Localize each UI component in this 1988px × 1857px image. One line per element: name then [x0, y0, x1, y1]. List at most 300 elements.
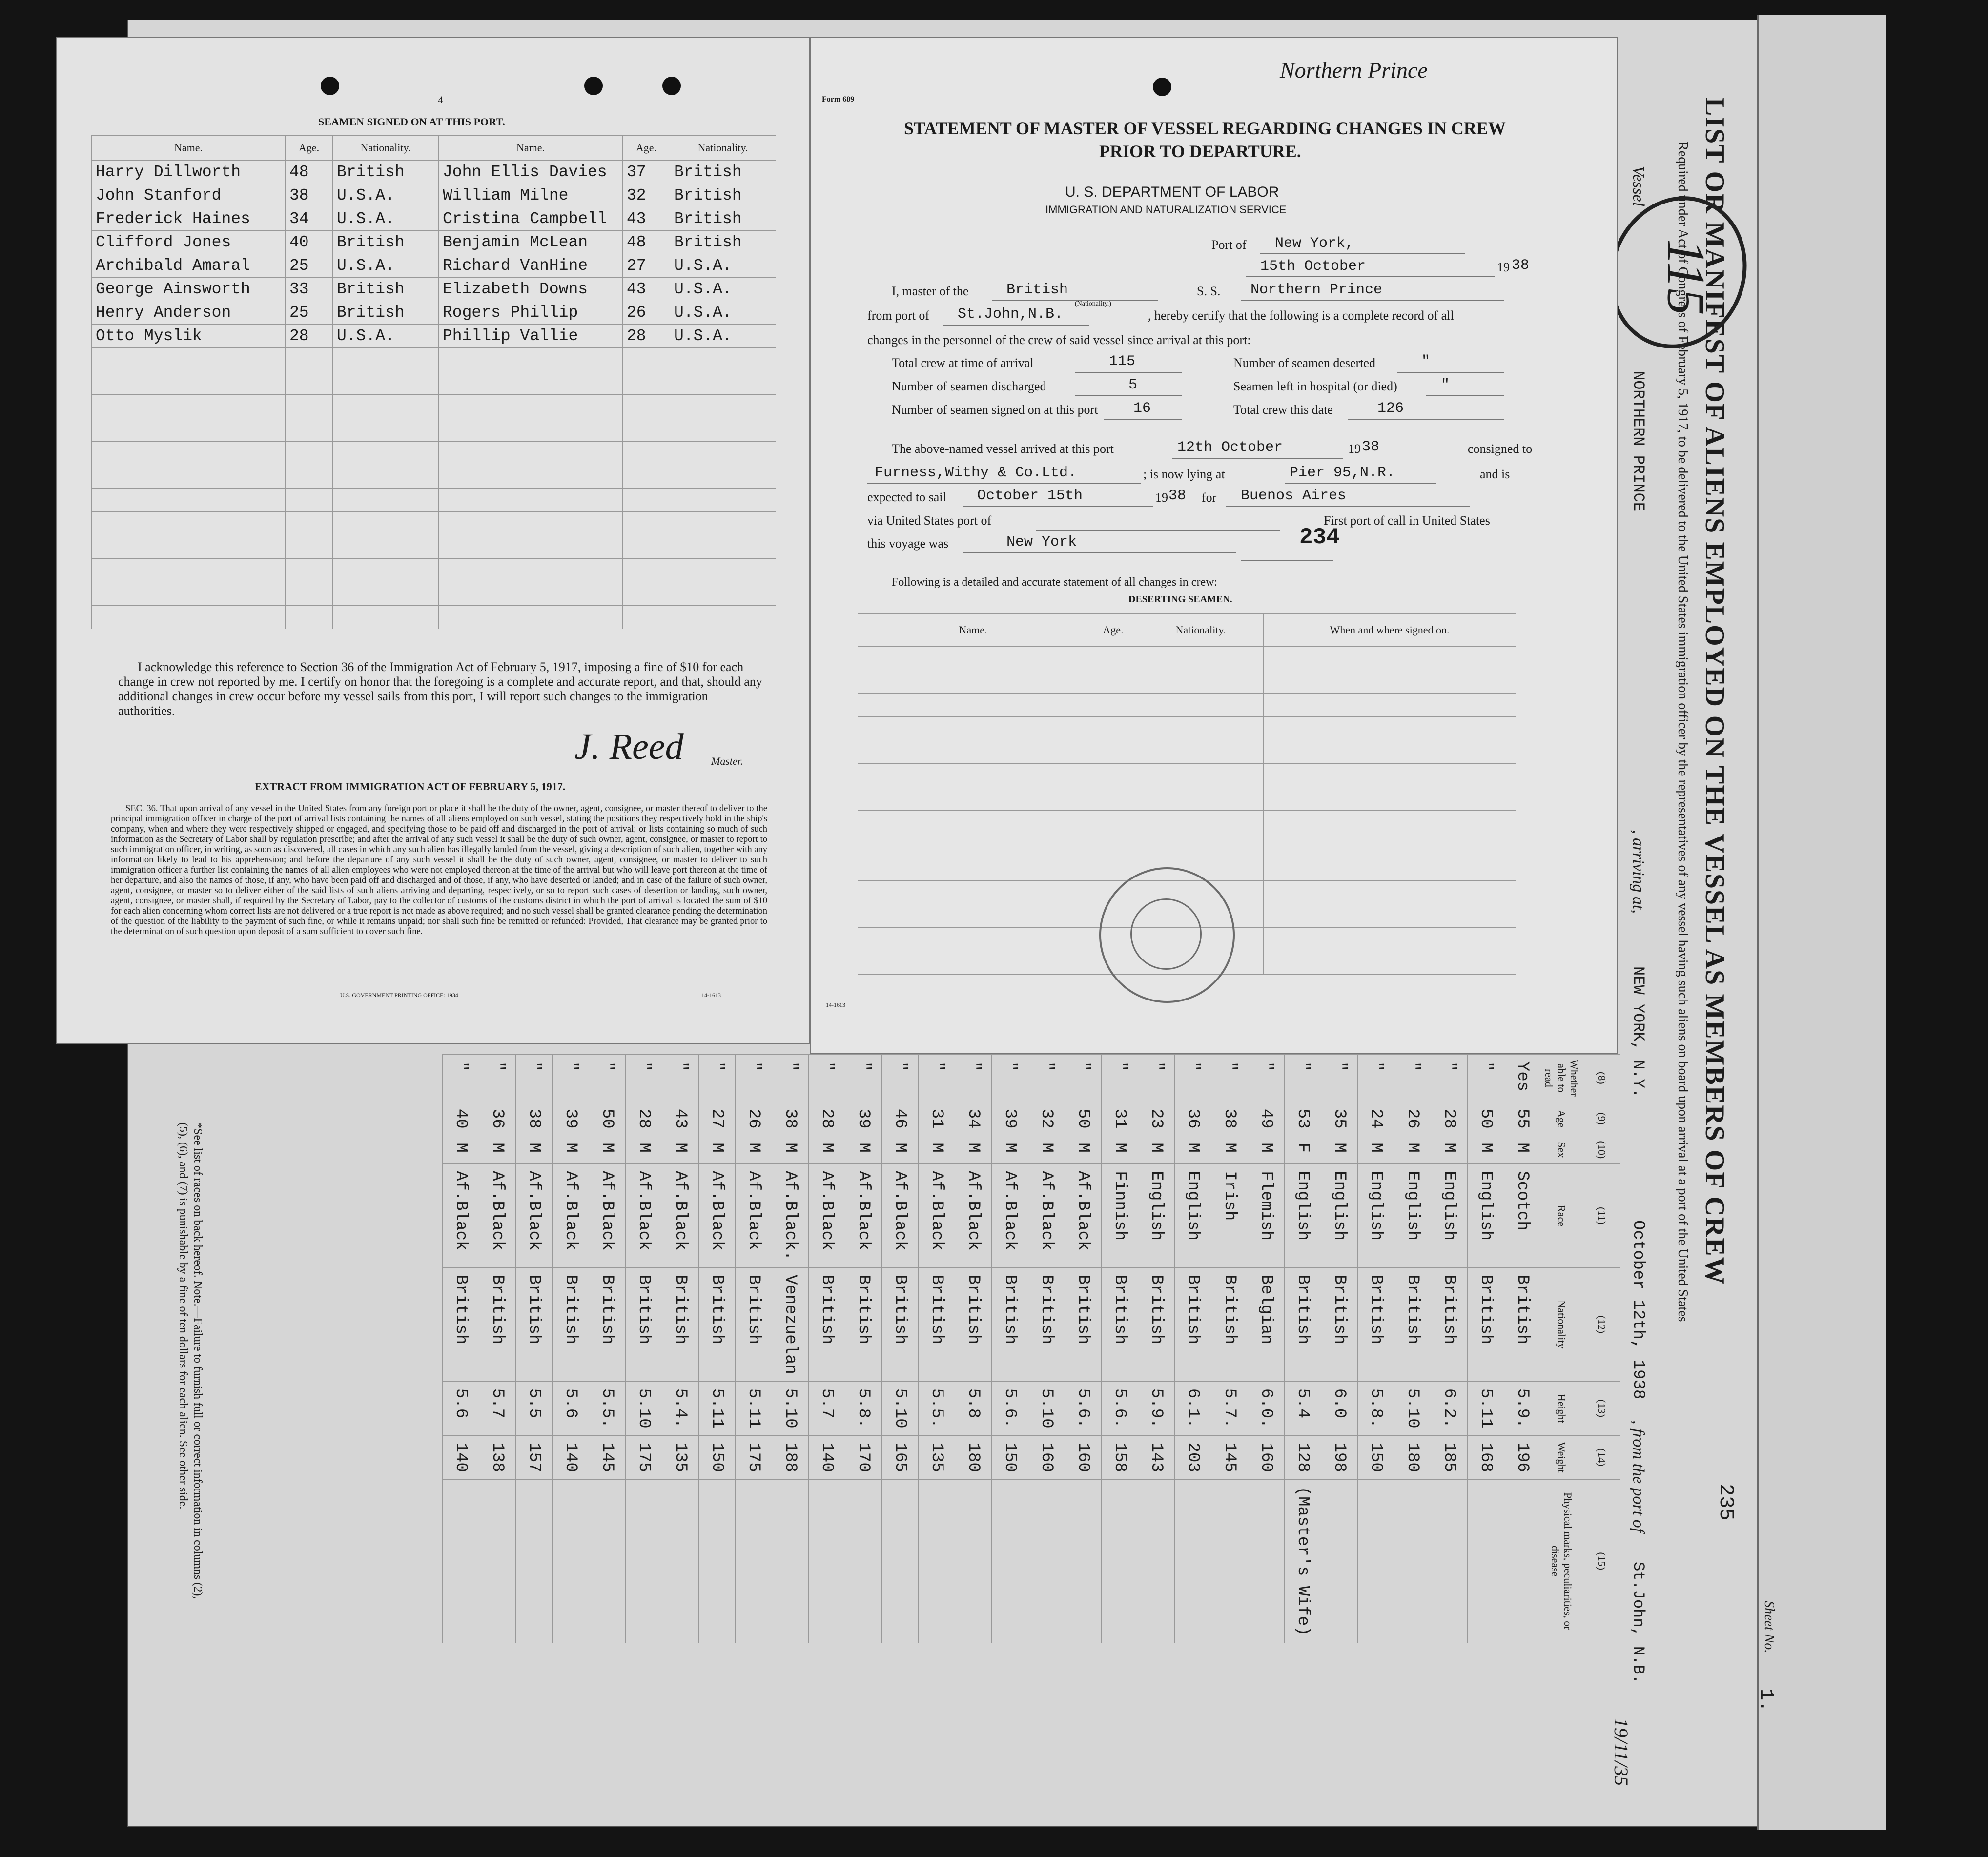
alien-nationality: British — [1468, 1267, 1504, 1381]
alien-read-flag: " — [699, 1055, 736, 1102]
alien-race: Af.Black — [699, 1164, 736, 1268]
discharged-label: Number of seamen discharged — [892, 379, 1046, 393]
alien-nationality: British — [1504, 1267, 1541, 1381]
alien-weight: 180 — [955, 1435, 992, 1479]
alien-height: 5.11 — [1468, 1381, 1504, 1435]
alien-physical-marks — [882, 1479, 919, 1643]
deserting-cell — [1088, 811, 1138, 834]
alien-physical-marks — [772, 1479, 809, 1643]
table-row — [92, 395, 776, 418]
table-row — [92, 442, 776, 465]
seaman-nationality — [333, 348, 439, 371]
seaman-name: Cristina Campbell — [439, 207, 623, 231]
port-label: Port of — [1211, 238, 1247, 252]
alien-physical-marks — [1175, 1479, 1211, 1643]
printer-line: U.S. GOVERNMENT PRINTING OFFICE: 1934 — [340, 992, 458, 999]
alien-age: 31 — [1102, 1102, 1138, 1136]
alien-nationality: British — [443, 1267, 479, 1381]
deserted-label: Number of seamen deserted — [1233, 356, 1375, 370]
alien-race: English — [1138, 1164, 1175, 1268]
seaman-name: Harry Dillworth — [92, 161, 286, 184]
alien-physical-marks: (Master's Wife) — [1285, 1479, 1321, 1643]
sail-date: October 15th — [977, 488, 1083, 504]
seaman-age — [623, 535, 670, 559]
alien-physical-marks — [1211, 1479, 1248, 1643]
alien-height: 6.1. — [1175, 1381, 1211, 1435]
seaman-nationality — [333, 512, 439, 535]
statement-title: STATEMENT OF MASTER OF VESSEL REGARDING CHANGES IN CREW — [904, 119, 1506, 138]
table-row — [92, 301, 776, 325]
alien-race: Flemish — [1248, 1164, 1285, 1268]
alien-read-flag: " — [1358, 1055, 1394, 1102]
deserting-cell — [1138, 717, 1264, 740]
deserting-cell — [1138, 670, 1264, 694]
seaman-nationality — [333, 606, 439, 629]
seaman-age — [623, 512, 670, 535]
alien-sex: M — [1504, 1136, 1541, 1164]
punch-hole — [662, 77, 681, 95]
alien-nationality: British — [1028, 1267, 1065, 1381]
seaman-name — [439, 371, 623, 395]
alien-sex: M — [1211, 1136, 1248, 1164]
alien-height: 6.0. — [1248, 1381, 1285, 1435]
deserting-cell — [1264, 857, 1516, 881]
deserting-cell — [1138, 764, 1264, 787]
alien-age: 38 — [1211, 1102, 1248, 1136]
alien-height: 5.7 — [479, 1381, 516, 1435]
vessel-label: Vessel — [1629, 166, 1647, 207]
table-row — [92, 559, 776, 582]
deserting-cell — [858, 857, 1088, 881]
alien-age: 38 — [516, 1102, 553, 1136]
table-row — [1358, 1055, 1394, 1643]
alien-height: 5.4. — [662, 1381, 699, 1435]
alien-nationality: British — [736, 1267, 772, 1381]
deserting-cell — [858, 670, 1088, 694]
punch-hole — [584, 77, 603, 95]
alien-sex: M — [772, 1136, 809, 1164]
alien-nationality: British — [1358, 1267, 1394, 1381]
alien-race: English — [1321, 1164, 1358, 1268]
extract-title: EXTRACT FROM IMMIGRATION ACT OF FEBRUARY 5, 1917. — [255, 780, 566, 793]
seaman-age — [286, 512, 333, 535]
seaman-age — [623, 348, 670, 371]
alien-sex: M — [699, 1136, 736, 1164]
alien-age: 36 — [1175, 1102, 1211, 1136]
alien-physical-marks — [955, 1479, 992, 1643]
seaman-name — [439, 535, 623, 559]
deserting-cell — [1088, 694, 1138, 717]
port-value: New York, — [1275, 235, 1354, 252]
ss-label: S. S. — [1197, 284, 1221, 298]
seaman-age — [623, 465, 670, 489]
col-name: Nationality — [1540, 1267, 1582, 1381]
col-nationality-header: Nationality. — [333, 136, 439, 161]
table-row — [858, 740, 1516, 764]
form-code: 14-1613 — [701, 992, 721, 999]
seaman-name — [92, 465, 286, 489]
alien-race: English — [1431, 1164, 1468, 1268]
deserting-cell — [1088, 670, 1138, 694]
col-name-header: Name. — [439, 136, 623, 161]
col-header: (8) — [1582, 1055, 1620, 1102]
alien-physical-marks — [1504, 1479, 1541, 1643]
alien-race: Af.Black — [443, 1164, 479, 1268]
alien-nationality: British — [589, 1267, 626, 1381]
seaman-nationality — [670, 371, 776, 395]
arrival-date: October 12th, 1938 — [1629, 1220, 1647, 1400]
alien-weight: 198 — [1321, 1435, 1358, 1479]
underline — [1260, 253, 1465, 254]
seamen-table — [91, 135, 776, 629]
alien-physical-marks — [1358, 1479, 1394, 1643]
seaman-name: Elizabeth Downs — [439, 278, 623, 301]
alien-read-flag: " — [919, 1055, 955, 1102]
table-row — [516, 1055, 553, 1643]
seaman-age: 26 — [623, 301, 670, 325]
alien-race: Af.Black — [1028, 1164, 1065, 1268]
underline — [1226, 506, 1470, 507]
alien-physical-marks — [845, 1479, 882, 1643]
col-name: Sex — [1540, 1136, 1582, 1164]
table-row — [919, 1055, 955, 1643]
alien-age: 53 — [1285, 1102, 1321, 1136]
alien-sex: M — [516, 1136, 553, 1164]
table-row — [553, 1055, 589, 1643]
alien-nationality: British — [919, 1267, 955, 1381]
seaman-name — [92, 535, 286, 559]
alien-read-flag: " — [553, 1055, 589, 1102]
seaman-nationality: British — [333, 231, 439, 254]
seaman-age — [623, 395, 670, 418]
seaman-name — [92, 582, 286, 606]
col-header: (15) — [1582, 1479, 1620, 1643]
seaman-nationality — [670, 582, 776, 606]
alien-read-flag: " — [1138, 1055, 1175, 1102]
signed-on-value: 16 — [1133, 400, 1151, 417]
alien-nationality: Belgian — [1248, 1267, 1285, 1381]
pier: Pier 95,N.R. — [1290, 465, 1395, 481]
seaman-nationality — [333, 418, 439, 442]
service: IMMIGRATION AND NATURALIZATION SERVICE — [1045, 204, 1287, 216]
alien-race: Af.Black — [553, 1164, 589, 1268]
alien-height: 5.10 — [1394, 1381, 1431, 1435]
table-row — [92, 161, 776, 184]
alien-height: 6.2. — [1431, 1381, 1468, 1435]
alien-nationality: Venezuelan — [772, 1267, 809, 1381]
seaman-name — [439, 442, 623, 465]
alien-weight: 175 — [736, 1435, 772, 1479]
seaman-nationality: U.S.A. — [333, 254, 439, 278]
seaman-name — [439, 348, 623, 371]
seaman-nationality — [333, 489, 439, 512]
alien-height: 5.6. — [992, 1381, 1028, 1435]
sail-label: expected to sail — [867, 490, 946, 504]
alien-weight: 150 — [992, 1435, 1028, 1479]
alien-read-flag: " — [1248, 1055, 1285, 1102]
alien-physical-marks — [809, 1479, 845, 1643]
seaman-nationality — [670, 606, 776, 629]
alien-weight: 128 — [1285, 1435, 1321, 1479]
year-value: 38 — [1512, 257, 1530, 274]
seaman-nationality — [670, 535, 776, 559]
alien-race: Af.Black — [992, 1164, 1028, 1268]
seaman-age: 43 — [623, 207, 670, 231]
alien-weight: 160 — [1065, 1435, 1102, 1479]
deserting-header-row — [858, 614, 1516, 647]
seaman-name — [439, 606, 623, 629]
deserting-cell — [1264, 881, 1516, 904]
alien-physical-marks — [1138, 1479, 1175, 1643]
seaman-name — [439, 489, 623, 512]
table-row — [772, 1055, 809, 1643]
table-row — [1211, 1055, 1248, 1643]
underline — [1426, 395, 1504, 396]
underline — [943, 325, 1089, 326]
seaman-name — [439, 418, 623, 442]
alien-race: English — [1358, 1164, 1394, 1268]
seaman-age — [286, 465, 333, 489]
first-port-value: New York — [1006, 534, 1077, 551]
alien-age: 50 — [1065, 1102, 1102, 1136]
table-row — [858, 670, 1516, 694]
alien-physical-marks — [1394, 1479, 1431, 1643]
deserting-cell — [1138, 834, 1264, 857]
alien-sex: M — [479, 1136, 516, 1164]
seaman-age — [623, 371, 670, 395]
alien-height: 5.10 — [1028, 1381, 1065, 1435]
deserting-cell — [858, 904, 1088, 928]
alien-race: Af.Black — [662, 1164, 699, 1268]
alien-read-flag: " — [662, 1055, 699, 1102]
alien-physical-marks — [443, 1479, 479, 1643]
seaman-nationality: U.S.A. — [670, 278, 776, 301]
alien-weight: 188 — [772, 1435, 809, 1479]
for-label: for — [1202, 490, 1217, 505]
seaman-nationality: British — [333, 161, 439, 184]
alien-read-flag: " — [626, 1055, 662, 1102]
alien-height: 5.6. — [1102, 1381, 1138, 1435]
alien-race: Af.Black — [1065, 1164, 1102, 1268]
seaman-nationality — [333, 371, 439, 395]
seaman-name — [92, 418, 286, 442]
year-value: 38 — [1362, 439, 1380, 455]
alien-age: 46 — [882, 1102, 919, 1136]
table-row — [699, 1055, 736, 1643]
total-crew-date-label: Total crew this date — [1233, 403, 1333, 417]
seaman-name: Clifford Jones — [92, 231, 286, 254]
alien-read-flag: " — [1028, 1055, 1065, 1102]
deserting-cell — [858, 881, 1088, 904]
seaman-name: Phillip Vallie — [439, 325, 623, 348]
deserting-cell — [1138, 694, 1264, 717]
seaman-name: Archibald Amaral — [92, 254, 286, 278]
alien-age: 26 — [736, 1102, 772, 1136]
deserted-value: " — [1421, 353, 1431, 370]
alien-weight: 145 — [1211, 1435, 1248, 1479]
year-prefix: 19 — [1348, 442, 1361, 456]
table-row — [858, 811, 1516, 834]
alien-sex: M — [1394, 1136, 1431, 1164]
alien-physical-marks — [1248, 1479, 1285, 1643]
seaman-name — [92, 606, 286, 629]
col-age-header: Age. — [1088, 614, 1138, 647]
underline — [1036, 530, 1280, 531]
deserting-cell — [1088, 764, 1138, 787]
alien-weight: 145 — [589, 1435, 626, 1479]
alien-nationality: British — [699, 1267, 736, 1381]
sheet-label: Sheet No. — [1762, 1601, 1777, 1653]
alien-race: Finnish — [1102, 1164, 1138, 1268]
seaman-age: 27 — [623, 254, 670, 278]
manifest-header-strip — [1757, 15, 1886, 1830]
alien-nationality: British — [1138, 1267, 1175, 1381]
alien-read-flag: Yes — [1504, 1055, 1541, 1102]
deserting-cell — [1264, 811, 1516, 834]
sheet-number: 1. — [1755, 1689, 1777, 1713]
alien-sex: M — [1248, 1136, 1285, 1164]
seaman-age: 28 — [286, 325, 333, 348]
alien-physical-marks — [1321, 1479, 1358, 1643]
alien-height: 5.10 — [772, 1381, 809, 1435]
vessel-name: NORTHERN PRINCE — [1629, 371, 1647, 512]
alien-nationality: British — [553, 1267, 589, 1381]
deserting-cell — [858, 787, 1088, 811]
deserting-cell — [1138, 740, 1264, 764]
seaman-age — [623, 442, 670, 465]
table-row — [443, 1055, 479, 1643]
table-row — [626, 1055, 662, 1643]
alien-height: 5.7 — [809, 1381, 845, 1435]
deserting-cell — [1088, 717, 1138, 740]
first-port-label: First port of call in United States — [1324, 513, 1490, 528]
deserting-cell — [1138, 647, 1264, 670]
alien-race: Af.Black — [882, 1164, 919, 1268]
alien-weight: 150 — [1358, 1435, 1394, 1479]
alien-age: 50 — [589, 1102, 626, 1136]
table-row — [1028, 1055, 1065, 1643]
deserting-cell — [1264, 717, 1516, 740]
alien-physical-marks — [1065, 1479, 1102, 1643]
seaman-age — [623, 559, 670, 582]
alien-height: 5.8 — [955, 1381, 992, 1435]
alien-weight: 185 — [1431, 1435, 1468, 1479]
deserting-cell — [1264, 647, 1516, 670]
seaman-nationality: British — [670, 184, 776, 207]
alien-race: Af.Black — [809, 1164, 845, 1268]
deserting-title: DESERTING SEAMEN. — [1128, 594, 1232, 605]
alien-nationality: British — [809, 1267, 845, 1381]
seaman-age — [286, 395, 333, 418]
deserting-cell — [1264, 951, 1516, 975]
alien-race: Irish — [1211, 1164, 1248, 1268]
handwritten-ship-name: Northern Prince — [1280, 58, 1428, 82]
table-row — [92, 582, 776, 606]
seaman-nationality: British — [670, 161, 776, 184]
seaman-name: Richard VanHine — [439, 254, 623, 278]
deserting-cell — [1264, 928, 1516, 951]
alien-sex: M — [736, 1136, 772, 1164]
alien-physical-marks — [992, 1479, 1028, 1643]
table-row — [92, 489, 776, 512]
seaman-name: Henry Anderson — [92, 301, 286, 325]
alien-physical-marks — [1468, 1479, 1504, 1643]
alien-race: Af.Black — [516, 1164, 553, 1268]
table-row — [589, 1055, 626, 1643]
alien-sex: M — [626, 1136, 662, 1164]
alien-height: 5.8. — [1358, 1381, 1394, 1435]
seaman-name — [439, 582, 623, 606]
deserting-cell — [1264, 670, 1516, 694]
alien-read-flag: " — [1175, 1055, 1211, 1102]
alien-nationality: British — [1065, 1267, 1102, 1381]
alien-race: Af.Black — [589, 1164, 626, 1268]
alien-weight: 160 — [1248, 1435, 1285, 1479]
alien-age: 39 — [992, 1102, 1028, 1136]
table-row — [955, 1055, 992, 1643]
alien-age: 28 — [1431, 1102, 1468, 1136]
seaman-nationality — [333, 535, 439, 559]
table-row — [1102, 1055, 1138, 1643]
signed-on-label: Number of seamen signed on at this port — [892, 403, 1098, 417]
alien-nationality: British — [1175, 1267, 1211, 1381]
col-name: Age — [1540, 1102, 1582, 1136]
and-is-text: and is — [1480, 467, 1510, 481]
alien-height: 5.5. — [919, 1381, 955, 1435]
acknowledgement-text: I acknowledge this reference to Section 36 of the Immigration Act of February 5, 1917, imposing a fine of $10 for each change in crew not reported by me. I certify on honor that the foregoing is a complete and accurate report, and that, should any additional changes in crew occur before my vessel sails from this port, I will report such changes to the immigration authorities. — [118, 660, 762, 718]
seaman-name — [439, 465, 623, 489]
alien-nationality: British — [516, 1267, 553, 1381]
seamen-header-row — [92, 136, 776, 161]
alien-nationality: British — [479, 1267, 516, 1381]
alien-physical-marks — [919, 1479, 955, 1643]
seaman-name — [92, 489, 286, 512]
seaman-name: John Stanford — [92, 184, 286, 207]
alien-height: 5.6 — [443, 1381, 479, 1435]
table-row — [992, 1055, 1028, 1643]
manifest-subtitle: Required under Act of Congress of February 5, 1917, to be delivered to the United States immigration officer by the representatives of any vessel having such aliens on board upon arrival at a port of the United States — [1675, 142, 1690, 1322]
from-port: St.John, N.B. — [1629, 1562, 1647, 1684]
alien-race: Af.Black — [955, 1164, 992, 1268]
table-row — [662, 1055, 699, 1643]
alien-age: 32 — [1028, 1102, 1065, 1136]
master-label: Master. — [711, 755, 743, 767]
alien-age: 26 — [1394, 1102, 1431, 1136]
arriving-port: NEW YORK, N.Y. — [1629, 966, 1647, 1098]
manifest-title: LIST OR MANIFEST OF ALIENS EMPLOYED ON THE VESSEL AS MEMBERS OF CREW — [1700, 98, 1730, 1286]
destination: Buenos Aires — [1241, 488, 1347, 504]
col-name: Weight — [1540, 1435, 1582, 1479]
seaman-nationality: U.S.A. — [670, 254, 776, 278]
alien-age: 36 — [479, 1102, 516, 1136]
consignee: Furness,Withy & Co.Ltd. — [875, 465, 1077, 481]
seaman-nationality: U.S.A. — [333, 184, 439, 207]
seamen-table-wrapper — [91, 135, 776, 629]
deserting-cell — [858, 811, 1088, 834]
col-age-header: Age. — [286, 136, 333, 161]
table-row — [1285, 1055, 1321, 1643]
alien-sex: M — [1065, 1136, 1102, 1164]
col-nationality-header: Nationality. — [1138, 614, 1264, 647]
alien-sex: M — [1102, 1136, 1138, 1164]
table-row — [92, 465, 776, 489]
deserting-cell — [1264, 740, 1516, 764]
master-signature: J. Reed — [574, 726, 684, 767]
seaman-name: William Milne — [439, 184, 623, 207]
table-row — [858, 787, 1516, 811]
alien-height: 5.6. — [1065, 1381, 1102, 1435]
table-row — [1431, 1055, 1468, 1643]
